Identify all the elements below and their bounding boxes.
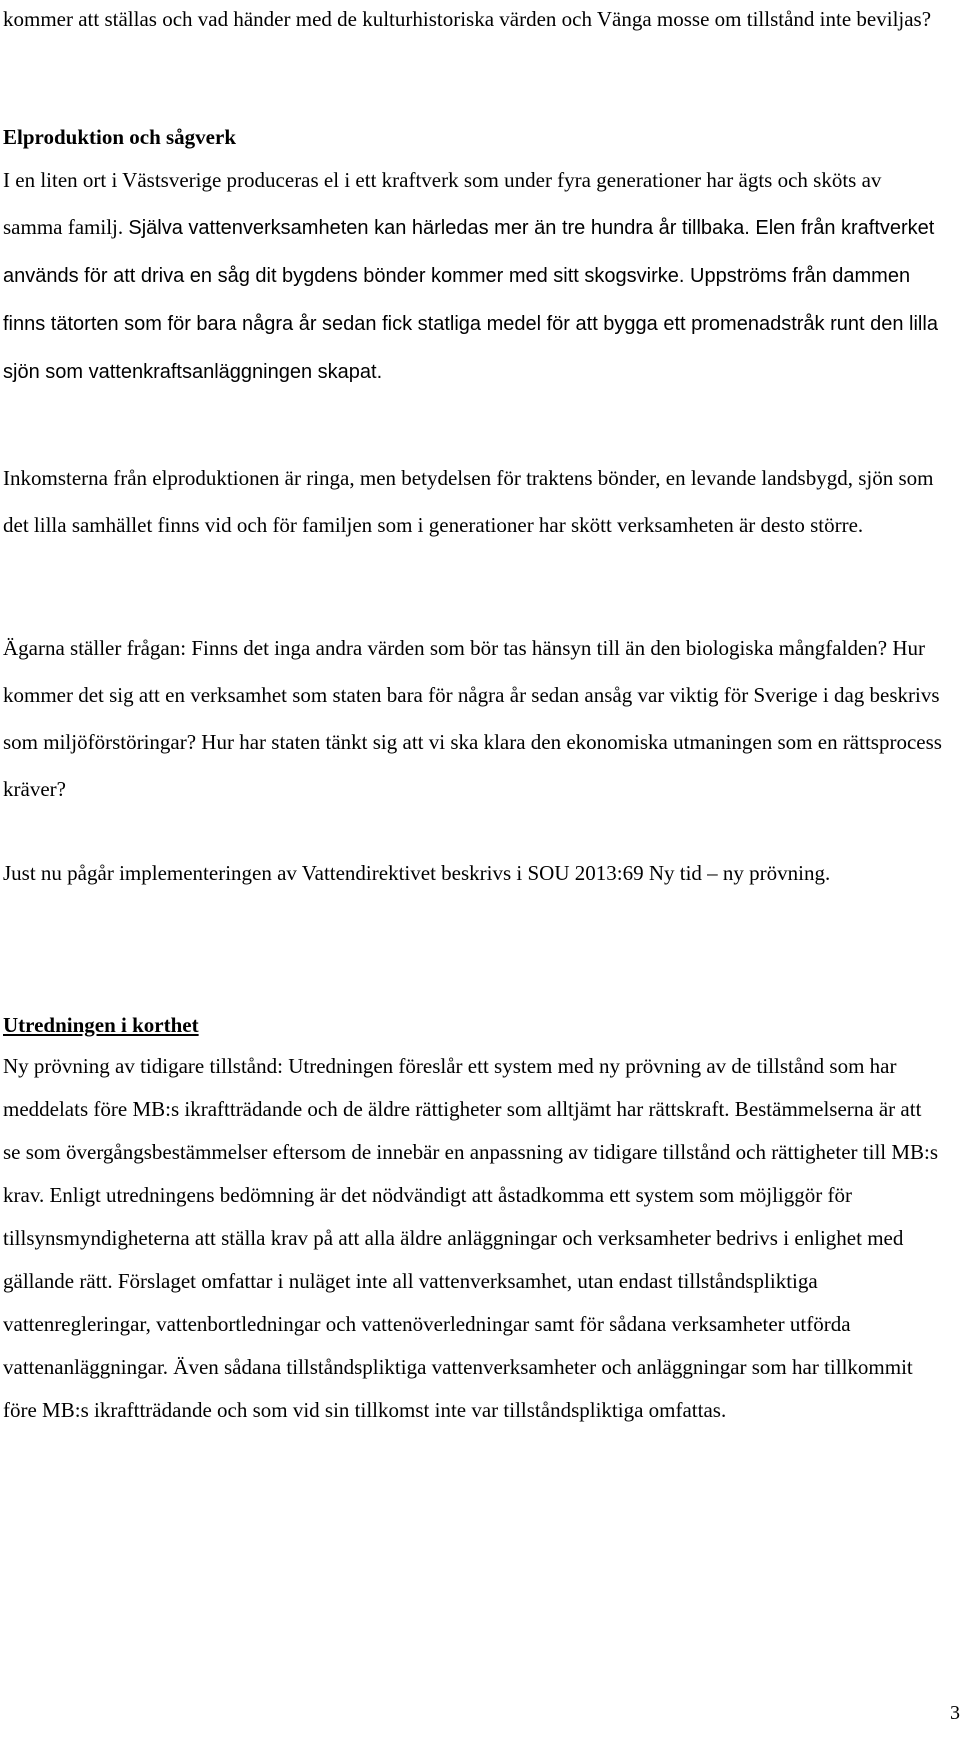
section-paragraph-4: Just nu pågår implementeringen av Vattendirektivet beskrivs i SOU 2013:69 Ny tid – ny prövning. (3, 861, 831, 885)
section-heading-2: Utredningen i korthet (3, 1013, 199, 1037)
section-paragraph-1 (3, 157, 943, 396)
section-utredningen (3, 1006, 943, 1432)
paragraph-text-sans: Själva vattenverksamheten kan härledas mer än tre hundra år tillbaka. Elen från kraftverket används för att driva en såg dit bygdens bönder kommer med sitt skogsvirke. (3, 217, 935, 287)
paragraph-text-sans-2: Uppströms från dammen finns tätorten som för bara några år sedan fick statliga medel för att bygga ett promenadstråk runt den lilla sjön som vattenkraftsanläggningen skapat. (3, 265, 938, 383)
section-paragraph-3: Ägarna ställer frågan: Finns det inga andra värden som bör tas hänsyn till än den biologiska mångfalden? Hur kommer det sig att en verksamhet som staten bara för några år sedan ansåg var viktig för Sverige i dag beskrivs som miljöförstöringar? Hur har staten tänkt sig att vi ska klara den ekonomiska utmaningen som en rättsprocess kräver? (3, 636, 942, 801)
intro-paragraph: kommer att ställas och vad händer med de kulturhistoriska värden och Vänga mosse om tillstånd inte beviljas? (3, 7, 932, 31)
section-heading: Elproduktion och sågverk (3, 125, 236, 149)
paragraph-text-serif: I en liten ort i Västsverige produceras el i ett kraftverk som under fyra generationer har ägts och sköts av samma familj. (3, 168, 882, 239)
section-paragraph-5: Ny prövning av tidigare tillstånd: Utredningen föreslår ett system med ny prövning av de tillstånd som har meddelats före MB:s ikraftträdande och de äldre rättigheter som alltjämt har rättskraft. Bestämmelserna är att se som övergångsbestämmelser eftersom de innebär en anpassning av tidigare tillstånd och rättigheter till MB:s krav. Enligt utredningens bedömning är det nödvändigt att åstadkomma ett system som möjliggör för tillsynsmyndigheterna att ställa krav på att alla äldre anläggningar och verksamheter bedrivs i enlighet med gällande rätt. Förslaget omfattar i nuläget inte all vattenverksamhet, utan endast tillståndspliktiga vattenregleringar, vattenbortledningar och vattenöverledningar samt för sådana verksamheter utförda vattenanläggningar. Även sådana tillståndspliktiga vattenverksamheter och anläggningar som har tillkommit före MB:s ikraftträdande och som vid sin tillkomst inte var tillståndspliktiga omfattas. (3, 1054, 939, 1422)
page-number: 3 (950, 1702, 960, 1724)
section-elproduktion (3, 118, 943, 396)
section-paragraph-2: Inkomsterna från elproduktionen är ringa, men betydelsen för traktens bönder, en levande landsbygd, sjön som det lilla samhället finns vid och för familjen som i generationer har skött verksamheten är desto större. (3, 466, 934, 537)
